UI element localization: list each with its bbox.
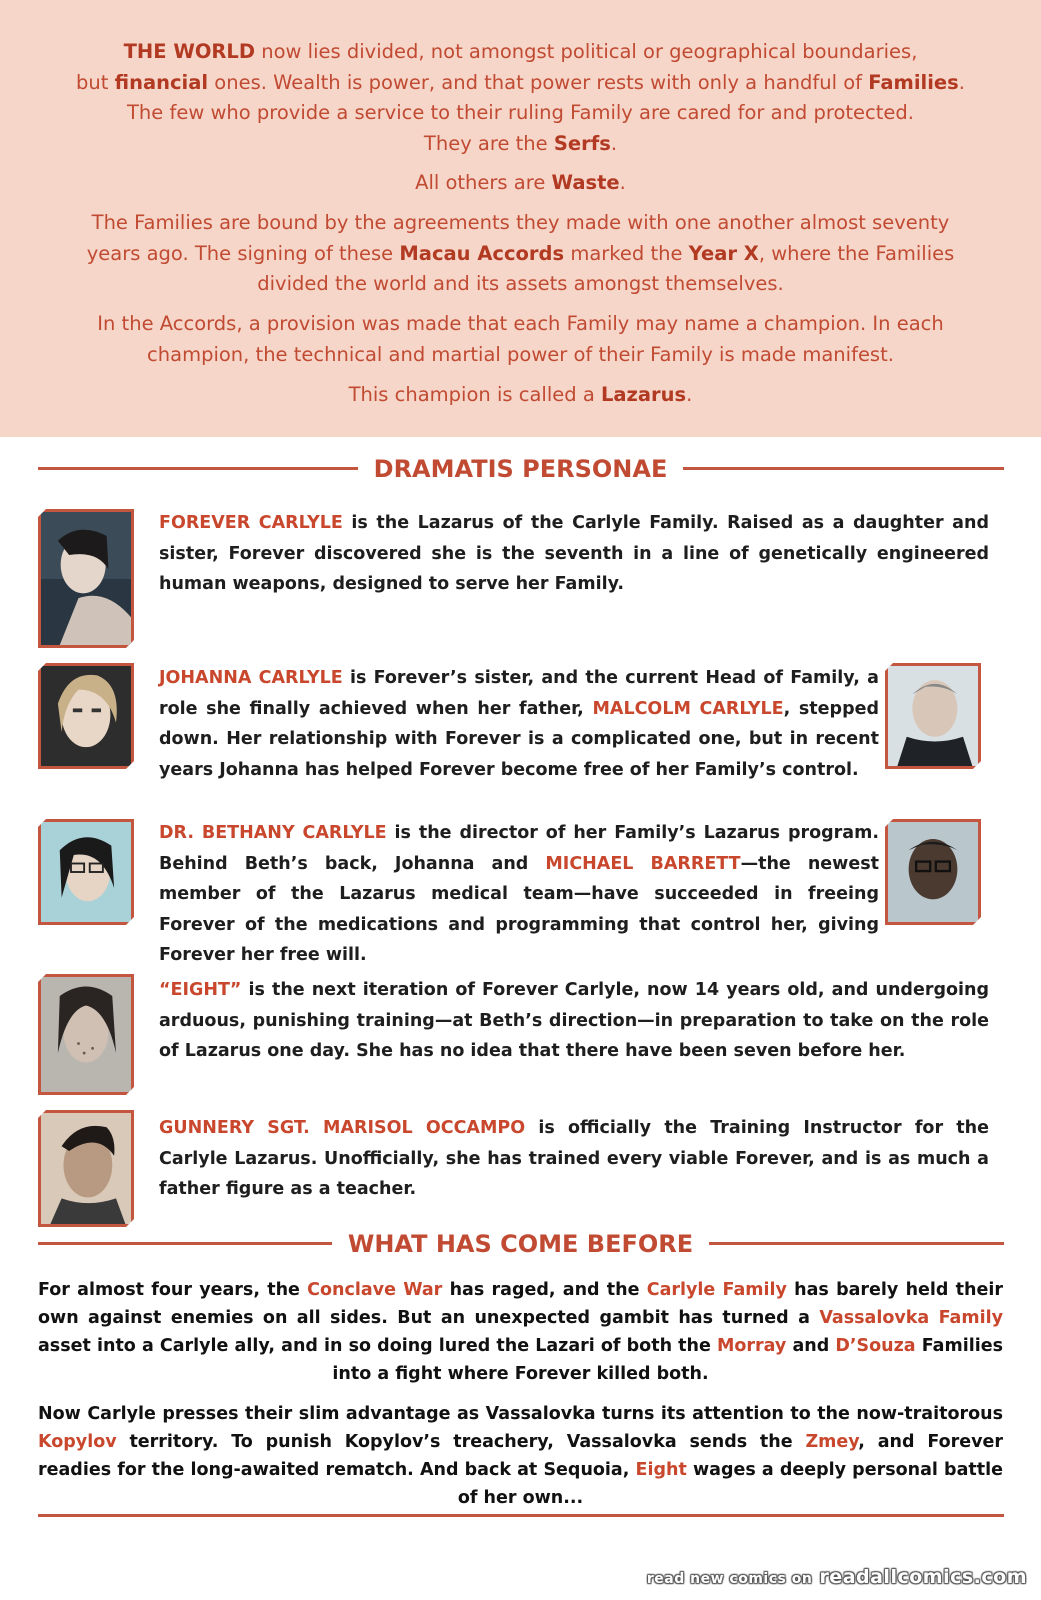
name-johanna-carlyle: JOHANNA CARLYLE <box>159 668 343 688</box>
term-carlyle-family: Carlyle Family <box>646 1280 787 1300</box>
bio-eight: “EIGHT” is the next iteration of Forever Carlyle, now 14 years old, and undergoing arduous, punishing training—at Beth’s direction—in preparation to take on the role of Lazarus one day. She has no idea that there have been seven before her. <box>159 980 989 1061</box>
term-dsouza: D’Souza <box>835 1336 916 1356</box>
site-watermark[interactable]: read new comics on readallcomics.com <box>646 1566 1027 1588</box>
recap-paragraph-2: Now Carlyle presses their slim advantage as Vassalovka turns its attention to the now-traitorous Kopylov territory. To punish Kopylov’s treachery, Vassalovka sends the Zmey, and Forever readies for the long-awaited rematch. And back at Sequoia, Eight wages a deeply personal battle of her own... <box>38 1404 1003 1508</box>
term-serfs: Serfs <box>553 131 611 155</box>
bio-bethany-carlyle: DR. BETHANY CARLYLE is the director of her Family’s Lazarus program. Behind Beth’s back, Johanna and MICHAEL BARRETT—the newest member of the Lazarus medical team—have succeeded in freeing Forever of the medications and programming that control her, giving Forever her free will. <box>159 823 879 965</box>
term-families: Families <box>868 70 959 94</box>
bio-marisol-occampo: GUNNERY SGT. MARISOL OCCAMPO is officially the Training Instructor for the Carlyle Lazarus. Unofficially, she has trained every viable Forever, and is as much a father figure as a teacher. <box>159 1118 990 1199</box>
term-waste: Waste <box>551 171 620 194</box>
term-year-x: Year X <box>688 241 759 265</box>
intro-paragraph-4: In the Accords, a provision was made that each Family may name a champion. In each champion, the technical and martial power of their Family is made manifest. <box>97 312 944 366</box>
portrait-forever-carlyle <box>38 509 134 648</box>
recap-paragraph-1: For almost four years, the Conclave War has raged, and the Carlyle Family has barely held their own against enemies on all sides. But an unexpected gambit has turned a Vassalovka Family asset into a Carlyle ally, and in so doing lured the Lazari of both the Morray and D’Souza Families into a fight where Forever killed both. <box>38 1280 1003 1384</box>
name-eight: “EIGHT” <box>159 980 242 1000</box>
portrait-marisol-occampo <box>38 1110 134 1227</box>
name-marisol-occampo: GUNNERY SGT. MARISOL OCCAMPO <box>159 1118 526 1138</box>
term-zmey: Zmey <box>805 1432 859 1452</box>
dramatis-personae-heading: DRAMATIS PERSONAE <box>0 454 1041 484</box>
portrait-johanna-carlyle <box>38 663 134 769</box>
name-michael-barrett: MICHAEL BARRETT <box>545 853 741 874</box>
term-macau-accords: Macau Accords <box>399 241 565 265</box>
name-forever-carlyle: FOREVER CARLYLE <box>159 513 343 533</box>
what-has-come-before-heading: WHAT HAS COME BEFORE <box>0 1229 1041 1259</box>
portrait-michael-barrett <box>885 819 981 925</box>
term-kopylov: Kopylov <box>38 1432 117 1452</box>
intro-paragraph-5: This champion is called a Lazarus. <box>348 383 693 406</box>
term-conclave-war: Conclave War <box>307 1280 443 1300</box>
bio-forever-carlyle: FOREVER CARLYLE is the Lazarus of the Carlyle Family. Raised as a daughter and sister, Forever discovered she is the seventh in a line of genetically engineered human weapons, designed to serve her Family. <box>159 513 989 594</box>
name-malcolm-carlyle: MALCOLM CARLYLE <box>592 698 784 719</box>
term-morray: Morray <box>716 1336 787 1356</box>
term-lazarus: Lazarus <box>600 383 687 406</box>
term-the-world: THE WORLD <box>123 40 256 63</box>
term-vassalovka-family: Vassalovka Family <box>819 1308 1003 1328</box>
intro-paragraph-2: All others are Waste. <box>415 171 626 194</box>
bio-johanna-carlyle: JOHANNA CARLYLE is Forever’s sister, and the current Head of Family, a role she finally achieved when her father, MALCOLM CARLYLE, stepped down. Her relationship with Forever is a complicated one, but in recent years Johanna has helped Forever become free of her Family’s control. <box>159 668 879 780</box>
portrait-malcolm-carlyle <box>885 663 981 769</box>
portrait-eight <box>38 974 134 1095</box>
portrait-bethany-carlyle <box>38 819 134 925</box>
term-eight: Eight <box>635 1460 687 1480</box>
intro-paragraph-1: THE WORLD now lies divided, not amongst political or geographical boundaries, but financial ones. Wealth is power, and that power rests with only a handful of Families. The few who provide a service to their ruling Family are cared for and protected. They are the Serfs. <box>76 40 965 155</box>
name-bethany-carlyle: DR. BETHANY CARLYLE <box>159 823 387 843</box>
intro-panel <box>0 0 1041 437</box>
term-financial: financial <box>114 70 209 94</box>
bottom-rule <box>38 1514 1004 1517</box>
intro-paragraph-3: The Families are bound by the agreements they made with one another almost seventy years ago. The signing of these Macau Accords marked the Year X, where the Families divided the world and its assets amongst themselves. <box>86 211 955 295</box>
